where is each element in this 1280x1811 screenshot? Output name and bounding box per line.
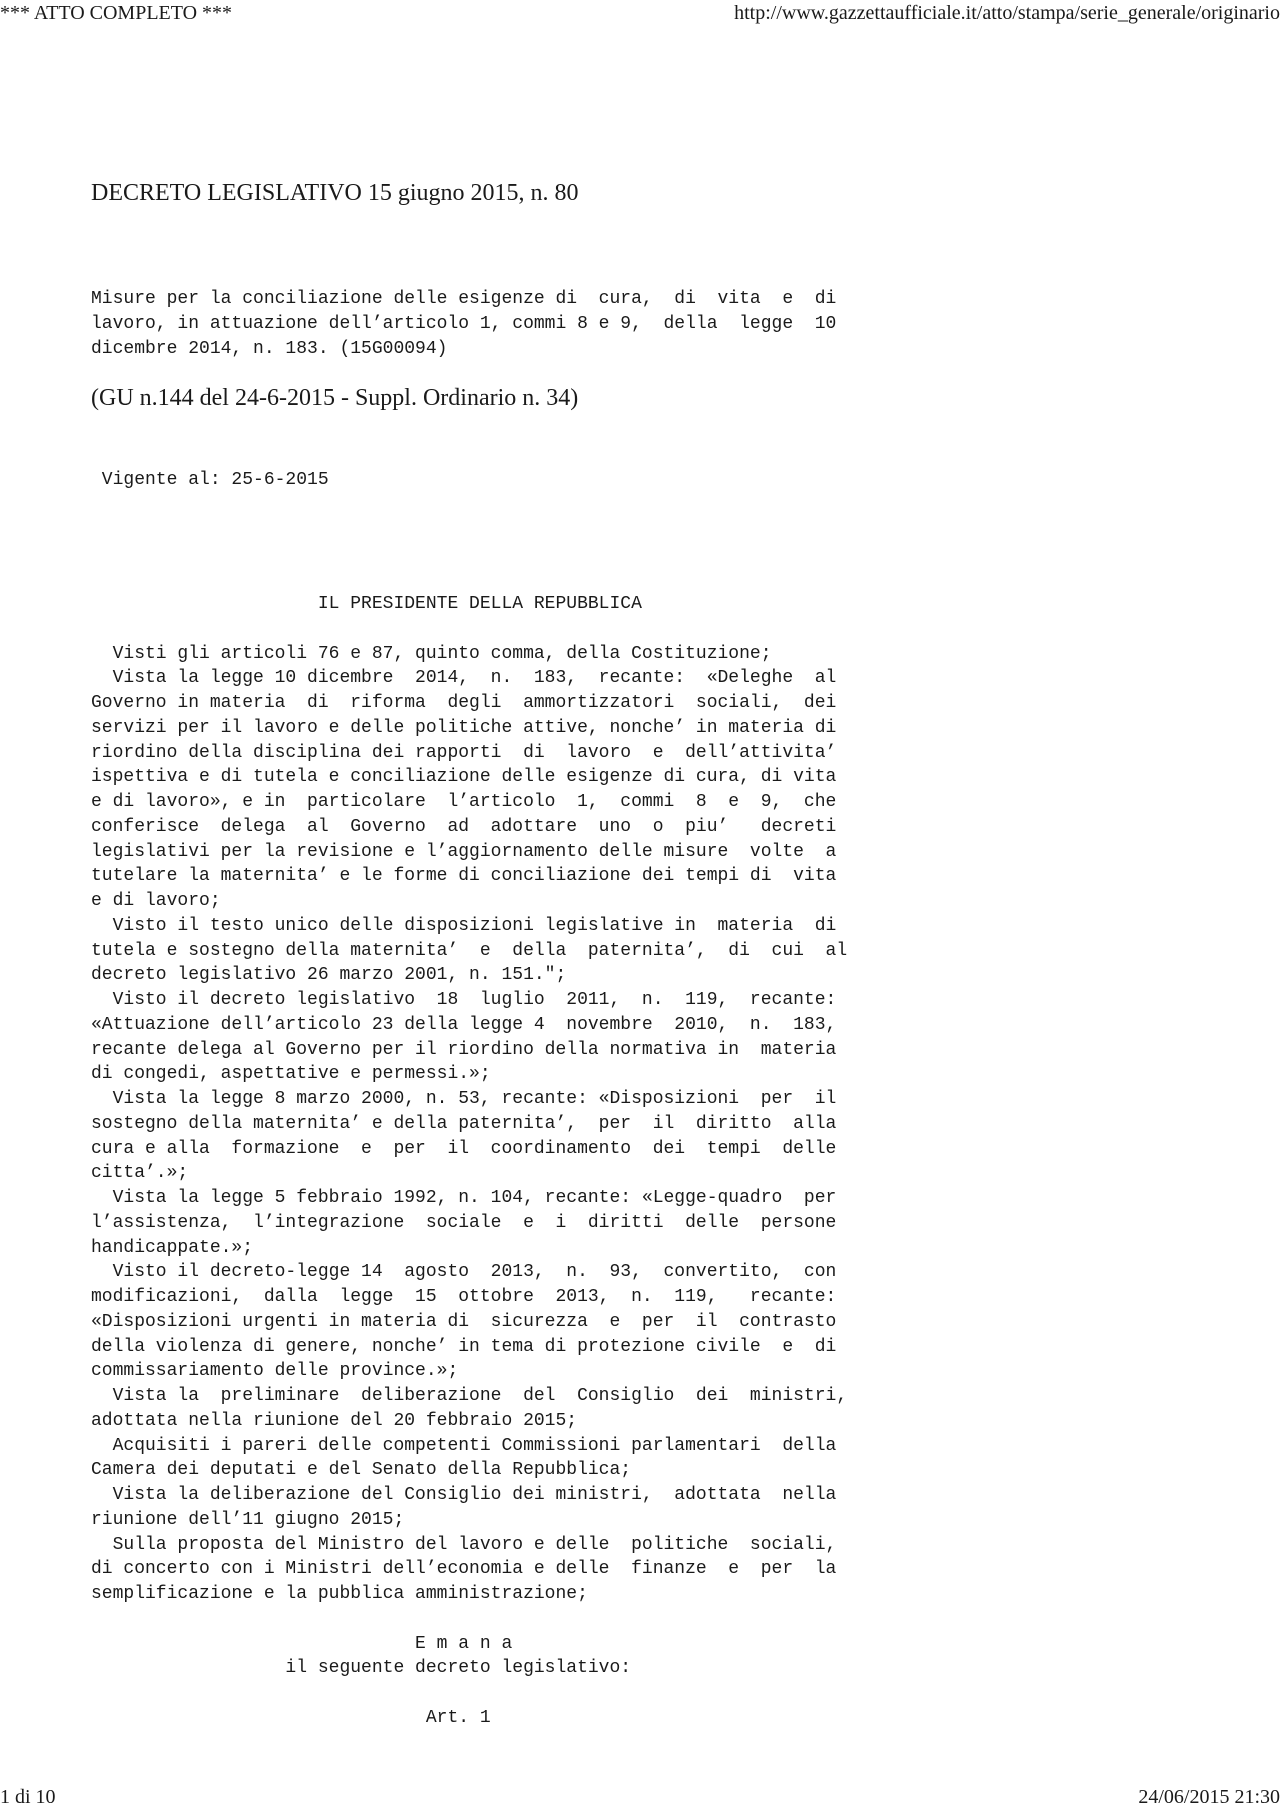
body-line: Visto il decreto legislativo 18 luglio 2011, n. 119, recante: <box>91 990 837 1010</box>
header-url: http://www.gazzettaufficiale.it/atto/stampa/serie_generale/originario <box>734 2 1280 24</box>
gu-reference: (GU n.144 del 24-6-2015 - Suppl. Ordinario n. 34) <box>91 385 579 411</box>
subtitle-line: lavoro, in attuazione dell’articolo 1, commi 8 e 9, della legge 10 <box>91 313 837 334</box>
body-line: e di lavoro», e in particolare l’articolo 1, commi 8 e 9, che <box>91 792 837 812</box>
body-line: E m a n a <box>91 1633 513 1654</box>
subtitle-line: Misure per la conciliazione delle esigenze di cura, di vita e di <box>91 289 837 309</box>
body-line: Vista la legge 5 febbraio 1992, n. 104, recante: «Legge-quadro per <box>91 1188 837 1208</box>
body-line: Sulla proposta del Ministro del lavoro e delle politiche sociali, <box>91 1534 837 1555</box>
body-line: «Disposizioni urgenti in materia di sicurezza e per il contrasto <box>91 1311 837 1332</box>
body-line: tutela e sostegno della maternita’ e della paternita’, di cui al <box>91 940 848 961</box>
body-line: Vista la preliminare deliberazione del Consiglio dei ministri, <box>91 1386 848 1406</box>
body-line: legislativi per la revisione e l’aggiornamento delle misure volte a <box>91 841 837 862</box>
body-line: Visto il testo unico delle disposizioni legislative in materia di <box>91 915 837 936</box>
body-line: Governo in materia di riforma degli ammortizzatori sociali, dei <box>91 693 837 713</box>
decree-body <box>91 592 847 1731</box>
body-line: Camera dei deputati e del Senato della Repubblica; <box>91 1460 632 1481</box>
body-line: sostegno della maternita’ e della paternita’, per il diritto alla <box>91 1113 837 1134</box>
body-line: riordino della disciplina dei rapporti di lavoro e dell’attivita’ <box>91 742 837 763</box>
body-line: Vista la legge 10 dicembre 2014, n. 183, recante: «Deleghe al <box>91 668 837 689</box>
body-line: citta’.»; <box>91 1163 189 1184</box>
body-line: decreto legislativo 26 marzo 2001, n. 151."; <box>91 965 567 986</box>
body-line: tutelare la maternita’ e le forme di conciliazione dei tempi di vita <box>91 866 837 887</box>
page-counter: 1 di 10 <box>0 1786 56 1808</box>
body-line: recante delega al Governo per il riordino della normativa in materia <box>91 1039 837 1060</box>
body-line: di concerto con i Ministri dell’economia e delle finanze e per la <box>91 1559 837 1580</box>
body-line: «Attuazione dell’articolo 23 della legge 4 novembre 2010, n. 183, <box>91 1014 837 1035</box>
print-datetime: 24/06/2015 21:30 <box>1138 1786 1280 1808</box>
body-line: Art. 1 <box>91 1707 491 1728</box>
vigente-date: Vigente al: 25-6-2015 <box>91 470 329 490</box>
body-line: semplificazione e la pubblica amministrazione; <box>91 1584 588 1604</box>
body-line: riunione dell’11 giugno 2015; <box>91 1509 405 1530</box>
body-line: della violenza di genere, nonche’ in tema di protezione civile e di <box>91 1336 837 1357</box>
body-line: Vista la deliberazione del Consiglio dei ministri, adottata nella <box>91 1485 837 1505</box>
body-line: modificazioni, dalla legge 15 ottobre 2013, n. 119, recante: <box>91 1287 837 1307</box>
body-line: ispettiva e di tutela e conciliazione delle esigenze di cura, di vita <box>91 767 837 788</box>
header-atto-completo: *** ATTO COMPLETO *** <box>0 2 233 24</box>
body-line: e di lavoro; <box>91 891 221 911</box>
body-line: servizi per il lavoro e delle politiche attive, nonche’ in materia di <box>91 717 837 738</box>
body-line: Acquisiti i pareri delle competenti Commissioni parlamentari della <box>91 1435 837 1456</box>
body-line: il seguente decreto legislativo: <box>91 1658 632 1679</box>
body-line: adottata nella riunione del 20 febbraio 2015; <box>91 1410 578 1431</box>
body-line: handicappate.»; <box>91 1237 254 1258</box>
body-line: Visto il decreto-legge 14 agosto 2013, n. 93, convertito, con <box>91 1262 837 1283</box>
body-line: Vista la legge 8 marzo 2000, n. 53, recante: «Disposizioni per il <box>91 1089 837 1109</box>
body-line: IL PRESIDENTE DELLA REPUBBLICA <box>91 594 642 614</box>
body-line: l’assistenza, l’integrazione sociale e i diritti delle persone <box>91 1212 837 1233</box>
decree-subtitle <box>91 287 836 361</box>
body-line: di congedi, aspettative e permessi.»; <box>91 1064 491 1085</box>
subtitle-line: dicembre 2014, n. 183. (15G00094) <box>91 338 448 359</box>
body-line: conferisce delega al Governo ad adottare uno o piu’ decreti <box>91 816 837 837</box>
body-line: cura e alla formazione e per il coordinamento dei tempi delle <box>91 1138 837 1159</box>
decree-title: DECRETO LEGISLATIVO 15 giugno 2015, n. 80 <box>91 180 579 206</box>
body-line: Visti gli articoli 76 e 87, quinto comma, della Costituzione; <box>91 643 772 664</box>
body-line: commissariamento delle province.»; <box>91 1361 459 1382</box>
